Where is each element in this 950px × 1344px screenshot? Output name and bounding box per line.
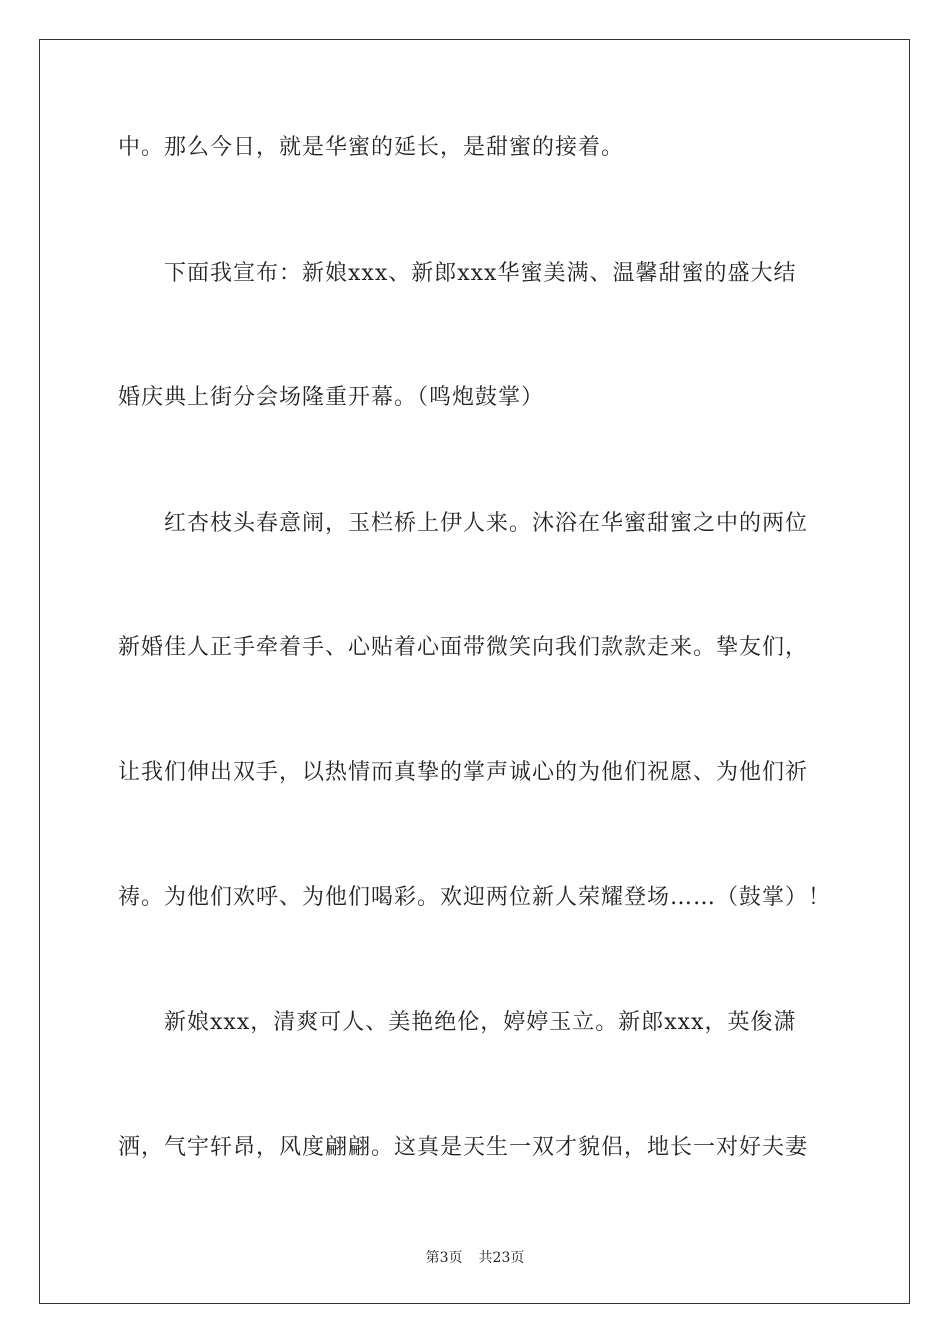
text-line-2: 下面我宣布：新娘xxx、新郎xxx华蜜美满、温馨甜蜜的盛大结 bbox=[164, 261, 797, 286]
text-line-9: 洒，气宇轩昂，风度翩翩。这真是天生一双才貌侣，地长一对好夫妻 bbox=[118, 1135, 809, 1160]
text-line-8: 新娘xxx，清爽可人、美艳绝伦，婷婷玉立。新郎xxx，英俊潇 bbox=[164, 1010, 797, 1035]
text-line-6: 让我们伸出双手，以热情而真挚的掌声诚心的为他们祝愿、为他们祈 bbox=[118, 760, 809, 785]
page-number: 第3页 bbox=[425, 1250, 463, 1266]
text-line-5: 新婚佳人正手牵着手、心贴着心面带微笑向我们款款走来。挚友们， bbox=[118, 635, 809, 660]
text-line-3: 婚庆典上街分会场隆重开幕。（鸣炮鼓掌） bbox=[118, 385, 545, 410]
total-pages: 共23页 bbox=[478, 1250, 525, 1266]
text-line-4: 红杏枝头春意闹，玉栏桥上伊人来。沐浴在华蜜甜蜜之中的两位 bbox=[164, 511, 809, 536]
page-footer bbox=[0, 1249, 950, 1267]
text-line-1: 中。那么今日，就是华蜜的延长，是甜蜜的接着。 bbox=[118, 135, 625, 160]
text-line-7: 祷。为他们欢呼、为他们喝彩。欢迎两位新人荣耀登场……（鼓掌）！ bbox=[118, 885, 832, 910]
page-border bbox=[39, 39, 910, 1304]
